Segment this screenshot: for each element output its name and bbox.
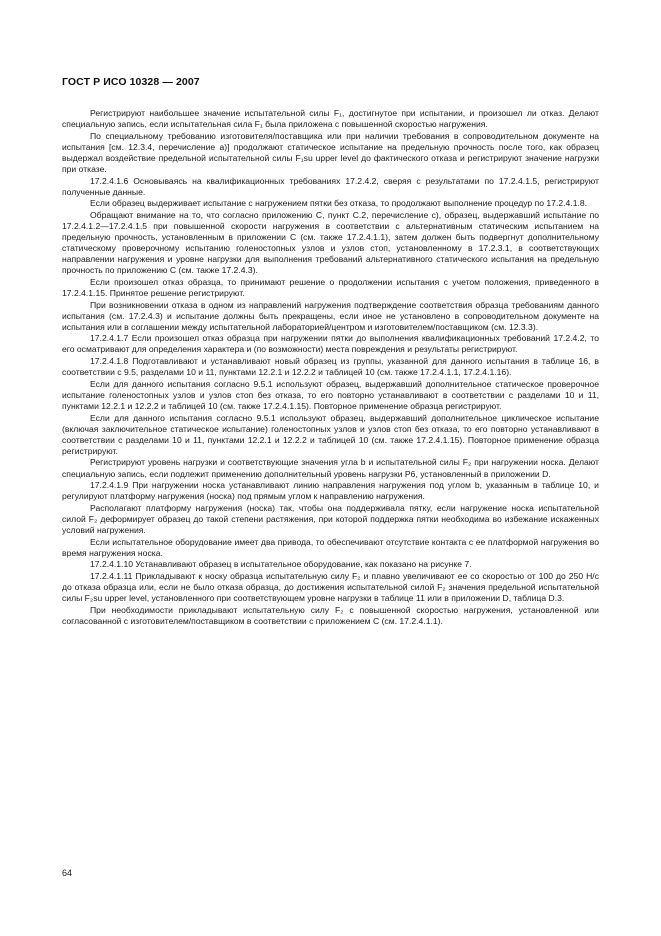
paragraph: 17.2.4.1.9 При нагружении носка устанавливают линию направления нагружения под углом b, указанным в таблице 10, и регулируют платформу нагружения (носка) под прямым углом к направлению нагружения. [62, 480, 599, 502]
paragraph: Если для данного испытания согласно 9.5.1 используют образец, выдержавший дополнительное статическое проверочное испытание голеностопных узлов и узлов стоп без отказа, то его повторно устанавливают в соответствии с разделами 10 и 11, пунктами 12.2.1 и 12.2.2 и таблицей 10 (см. также 17.2.4.1.15). Повторное применение образца регистрируют. [62, 378, 599, 411]
paragraph: Обращают внимание на то, что согласно приложению C, пункт C.2, перечисление c), образец, выдержавший испытание по 17.2.4.1.2—17.2.4.1.5 при повышенной скорости нагружения в соответствии с альтернативным статическим испытанием на предельную прочность, установленным в приложении C (см. также 17.2.4.1.1), затем должен быть подвергнут дополнительному статическому проверочному испытанию голеностопных узлов и узлов стоп, установленному в 17.2.3.1, в соответствующих направлении нагружения и уровне нагрузки для выполнения требований альтернативного статического испытания на предельную прочность по приложению C (см. также 17.2.4.3). [62, 209, 599, 276]
paragraph: 17.2.4.1.7 Если произошел отказ образца при нагружении пятки до выполнения квалификационных требований 17.2.4.2, то его осматривают для определения характера и (по возможности) места повреждения и результаты регистрируют. [62, 333, 599, 355]
paragraph: Располагают платформу нагружения (носка) так, чтобы она поддерживала пятку, если нагружение носка испытательной силой F₂ деформирует образец до такой степени растяжения, при которой поддержка пятки необходима во избежание искаженных условий нагружения. [62, 502, 599, 535]
page-number: 64 [62, 868, 73, 878]
paragraph: При возникновении отказа в одном из направлений нагружения подтверждение соответствия образца требованиям данного испытания (см. 17.2.4.3) и испытание должны быть прекращены, если иное не установлено в сопроводительном документе на испытания или в соглашении между испытательной лабораторией/центром и изготовителем/поставщиком (см. 12.3.3). [62, 299, 599, 332]
paragraph: При необходимости прикладывают испытательную силу F₂ с повышенной скоростью нагружения, установленной или согласованной с изготовителем/поставщиком в соответствии с приложением C (см. 17.2.4.1.1). [62, 604, 599, 626]
paragraph: Регистрируют наибольшее значение испытательной силы F₁, достигнутое при испытании, и произошел ли отказ. Делают специальную запись, если испытательная сила F₁ была приложена с повышенной скоростью нагружения. [62, 108, 599, 130]
paragraph: 17.2.4.1.10 Устанавливают образец в испытательное оборудование, как показано на рисунке 7. [90, 559, 472, 570]
paragraph: Регистрируют уровень нагрузки и соответствующие значения угла b и испытательной силы F₂ при нагружении носка. Делают специальную запись, если подлежит применению дополнительный уровень нагрузки P6, установленный в приложении D. [62, 457, 599, 479]
standard-header: ГОСТ Р ИСО 10328 — 2007 [62, 76, 200, 88]
paragraph: 17.2.4.1.6 Основываясь на квалификационных требованиях 17.2.4.2, сверяя с результатами по 17.2.4.1.5, регистрируют полученные данные. [62, 175, 599, 197]
paragraph: По специальному требованию изготовителя/поставщика или при наличии требования в сопроводительном документе на испытания [см. 12.3.4, перечисление a)] продолжают статическое испытание на предельную прочность после того, как образец выдержал воздействие предельной испытательной силы F₁su upper level до фактического отказа и регистрируют значение нагрузки при отказе. [62, 130, 599, 174]
paragraph: Если испытательное оборудование имеет два привода, то обеспечивают отсутствие контакта с ее платформой нагружения во время нагружения носка. [62, 536, 599, 558]
paragraph: 17.2.4.1.8 Подготавливают и устанавливают новый образец из группы, указанной для данного испытания в таблице 16, в соответствии с 9.5, разделами 10 и 11, пунктами 12.2.1 и 12.2.2 и таблицей 10 (см. также 17.2.4.1.1, 17.2.4.1.16). [62, 356, 599, 378]
paragraph: Если произошел отказ образца, то принимают решение о продолжении испытания с учетом положения, приведенного в 17.2.4.1.15. Принятое решение регистрируют. [62, 276, 599, 298]
paragraph: Если образец выдерживает испытание с нагружением пятки без отказа, то продолжают выполнение процедур по 17.2.4.1.8. [90, 198, 588, 209]
paragraph: 17.2.4.1.11 Прикладывают к носку образца испытательную силу F₂ и плавно увеличивают ее со скоростью от 100 до 250 Н/с до отказа образца или, если не было отказа образца, до достижения испытательной силой F₂ значения предельной испытательной силы F₂su upper level, установленного при соответствующем уровне нагрузки в таблице 11 или в приложении D, таблица D.3. [62, 570, 599, 604]
paragraph: Если для данного испытания согласно 9.5.1 используют образец, выдержавший дополнительное циклическое испытание (включая заключительное статическое испытание) голеностопных узлов и узлов стоп без отказа, то его повторно устанавливают в соответствии с разделами 10 и 11, пунктами 12.2.1 и 12.2.2 и таблицей 10 (см. также 17.2.4.1.15). Повторное применение образца регистрируют. [62, 412, 599, 456]
document-body [62, 108, 599, 627]
